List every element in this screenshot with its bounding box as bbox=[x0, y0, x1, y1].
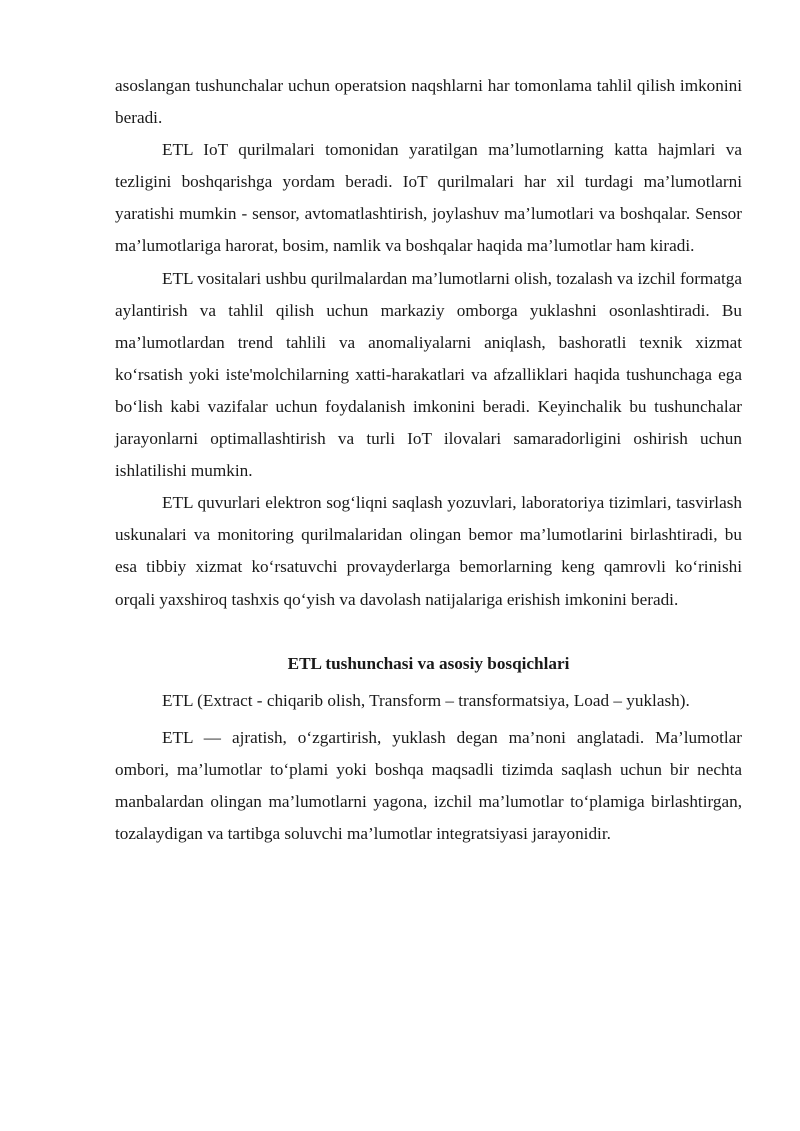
document-page bbox=[115, 70, 742, 850]
paragraph-etl-definition-short: ETL (Extract - chiqarib olish, Transform – transformatsiya, Load – yuklash). bbox=[162, 690, 690, 710]
section-heading: ETL tushunchasi va asosiy bosqichlari bbox=[287, 653, 570, 673]
paragraph-etl-definition: ETL — ajratish, oʻzgartirish, yuklash degan ma’noni anglatadi. Ma’lumotlar ombori, ma’lumotlar toʻplami yoki boshqa maqsadli tizimda saqlash uchun bir nechta manbalardan olingan ma’lumotlarni yagona, izchil ma’lumotlar toʻplamiga birlashtirgan, tozalaydigan va tartibga soluvchi ma’lumotlar integratsiyasi jarayonidir. bbox=[115, 727, 742, 844]
spacer bbox=[115, 616, 742, 648]
paragraph-etl-tools: ETL vositalari ushbu qurilmalardan ma’lumotlarni olish, tozalash va izchil formatga aylantirish va tahlil qilish uchun markaziy omborga yuklashni osonlashtiradi. Bu ma’lumotlardan trend tahlili va anomaliyalarni aniqlash, bashoratli texnik xizmat koʻrsatish yoki iste'molchilarning xatti-harakatlari va afzalliklari haqida tushunchaga ega boʻlish kabi vazifalar uchun foydalanish imkonini beradi. Keyinchalik bu tushunchalar jarayonlarni optimallashtirish va turli IoT ilovalari samaradorligini oshirish uchun ishlatilishi mumkin. bbox=[115, 268, 742, 481]
paragraph-continuation: asoslangan tushunchalar uchun operatsion naqshlarni har tomonlama tahlil qilish imkonini beradi. bbox=[115, 76, 742, 128]
paragraph-iot-data: ETL IoT qurilmalari tomonidan yaratilgan ma’lumotlarning katta hajmlari va tezligini boshqarishga yordam beradi. IoT qurilmalari har xil turdagi ma’lumotlarni yaratishi mumkin - sensor, avtomatlashtirish, joylashuv ma’lumotlari va boshqalar. Sensor ma’lumotlariga harorat, bosim, namlik va boshqalar haqida ma’lumotlar ham kiradi. bbox=[115, 140, 742, 256]
paragraph-etl-pipelines: ETL quvurlari elektron sogʻliqni saqlash yozuvlari, laboratoriya tizimlari, tasvirlash uskunalari va monitoring qurilmalaridan olingan bemor ma’lumotlarini birlashtiradi, bu esa tibbiy xizmat koʻrsatuvchi provayderlarga bemorlarning keng qamrovli koʻrinishi orqali yaxshiroq tashxis qoʻyish va davolash natijalariga erishish imkonini beradi. bbox=[115, 493, 742, 609]
